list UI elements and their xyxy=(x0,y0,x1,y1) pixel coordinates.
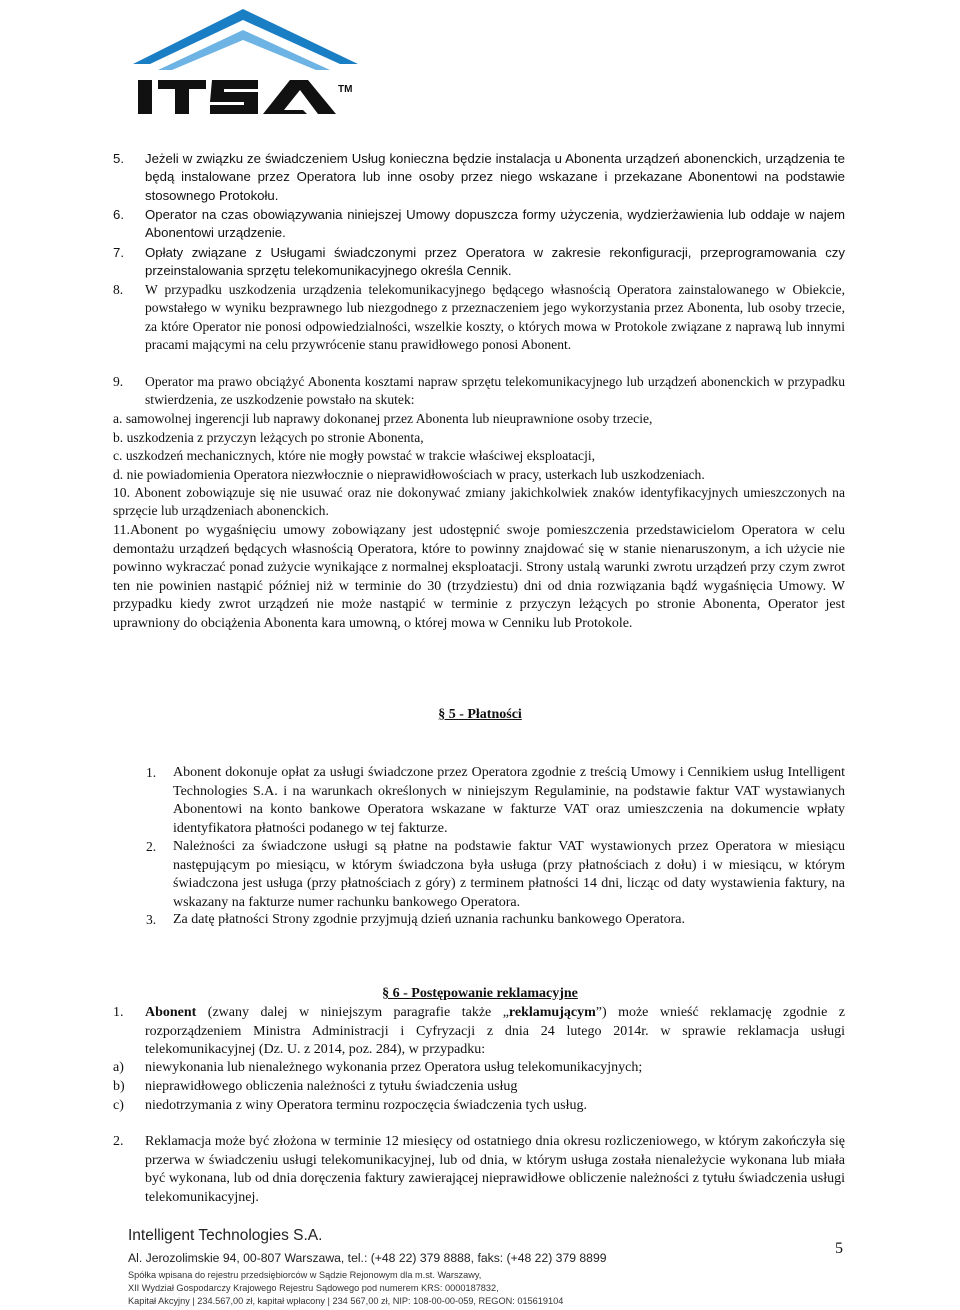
payment-item-2: Należności za świadczone usługi są płatne na podstawie faktur VAT wystawionych przez Operatora w miesiącu następującym po miesiącu, w którym świadczona była usługa (przy płatnościach z dołu) i w miesiącu, w którym świadczona jest usługa (przy płatnościach z góry) z terminem płatności 14 dni, licząc od daty wystawienia faktury, na wskazany na fakturze numer rachunku bankowego Operatora. xyxy=(173,839,845,910)
sub-label: a) xyxy=(113,1060,124,1075)
payment-item-3: Za datę płatności Strony zgodnie przyjmują dzień uznania rachunku bankowego Operatora. xyxy=(173,912,685,927)
paragraph-9c: c. uszkodzeń mechanicznych, które nie mogły powstać w trakcie właściwej eksploatacji, xyxy=(113,448,596,463)
section-5-heading: § 5 - Płatności xyxy=(438,707,522,722)
item-number: 3. xyxy=(146,912,157,927)
item-number: 8. xyxy=(113,282,124,297)
paragraph-11: 11.Abonent po wygaśnięciu umowy zobowiązany jest udostępnić swoje pomieszczenia przedstawicielom Operatora w celu demontażu urządzeń będących własnością Operatora, które to powinny znajdować się w stanie nienaruszonym, a ich użycie nie powinno wykraczać ponad zużycie wynikające z normalnej eksploatacji. Strony ustalą warunki zwrotu urządzeń przy czym zwrot ten nie powinien nastąpić później niż w terminie do 30 (trzydziestu) dni od dnia rozwiązania bądź wygaśnięcia Umowy. W przypadku kiedy zwrot urządzeń nie może nastąpić w terminie z przyczyn leżących po stronie Abonenta, Operator jest uprawniony do obciążenia Abonenta kara umowną, o której mowa w Cenniku lub Protokole. xyxy=(113,523,845,631)
bold-term: reklamującym xyxy=(508,1005,596,1020)
complaint-case-b: nieprawidłowego obliczenia należności z tytułu świadczenia usług xyxy=(145,1079,518,1094)
paragraph-9b: b. uszkodzenia z przyczyn leżących po stronie Abonenta, xyxy=(113,430,424,445)
item-number: 7. xyxy=(113,245,124,260)
paragraph-9d: d. nie powiadomienia Operatora niezwłocznie o nieprawidłowościach w pracy, usterkach lub uszkodzeniach. xyxy=(113,467,705,482)
paragraph-9a: a. samowolnej ingerencji lub naprawy dokonanej przez Abonenta lub nieuprawnione osoby trzecie, xyxy=(113,411,653,426)
section-6-heading: § 6 - Postępowanie reklamacyjne xyxy=(382,986,578,1001)
footer-company-name: Intelligent Technologies S.A. xyxy=(128,1227,323,1244)
item-number: 1. xyxy=(146,765,157,780)
item-number: 5. xyxy=(113,151,124,166)
item-number: 6. xyxy=(113,207,124,222)
footer-registry-2: XII Wydział Gospodarczy Krajowego Rejestru Sądowego pod numerem KRS: 0000187832, xyxy=(128,1283,499,1293)
paragraph-6: Operator na czas obowiązywania niniejszej Umowy dopuszcza formy użyczenia, wydzierżawienia lub oddaje w najem Abonentowi urządzenie. xyxy=(145,207,845,241)
text-run: ”) może wnieść reklamację zgodnie z rozporządzeniem Ministra Administracji i Cyfryzacji z dnia 24 lutego 2014r. w sprawie reklamacja usługi telekomunikacyjnej (Dz. U. z 2014, poz. 284), w przypadku: xyxy=(145,1005,845,1058)
payment-item-1: Abonent dokonuje opłat za usługi świadczone przez Operatora zgodnie z treścią Umowy i Cennikiem usług Intelligent Technologies S.A. i na warunkach określonych w niniejszym Regulaminie, na podstawie faktur VAT wystawianych Abonentowi na konto bankowe Operatora wskazane w fakturze VAT oraz umieszczenia na dokumencie wpłaty identyfikatora płatności podanego w tej fakturze. xyxy=(173,765,845,836)
paragraph-9: Operator ma prawo obciążyć Abonenta kosztami napraw sprzętu telekomunikacyjnego lub urządzeń abonenckich w przypadku stwierdzenia, ze uszkodzenie powstało na skutek: xyxy=(145,374,845,408)
paragraph-7: Opłaty związane z Usługami świadczonymi przez Operatora w zakresie rekonfiguracji, przeprogramowania czy przeinstalowania sprzętu telekomunikacyjnego określa Cennik. xyxy=(145,245,845,279)
complaint-case-c: niedotrzymania z winy Operatora terminu rozpoczęcia świadczenia tych usług. xyxy=(145,1098,587,1113)
item-number: 1. xyxy=(113,1005,124,1020)
sub-label: b) xyxy=(113,1079,125,1094)
sub-label: c) xyxy=(113,1098,124,1113)
item-number: 2. xyxy=(146,839,157,854)
text-run: (zwany dalej w niniejszym paragrafie także „ xyxy=(196,1005,509,1020)
paragraph-5: Jeżeli w związku ze świadczeniem Usług konieczna będzie instalacja u Abonenta urządzeń abonenckich, urządzenia te będą instalowane przez Operatora lub inne osoby przez niego wskazane i przekazane Abonentowi na podstawie stosownego Protokołu. xyxy=(145,151,845,203)
complaint-case-a: niewykonania lub nienależnego wykonania przez Operatora usług telekomunikacyjnych; xyxy=(145,1060,643,1075)
item-number: 2. xyxy=(113,1134,124,1149)
logo-tm: TM xyxy=(338,84,353,95)
paragraph-10: 10. Abonent zobowiązuje się nie usuwać oraz nie dokonywać zmiany jakichkolwiek znaków identyfikacyjnych umieszczonych na sprzęcie lub urządzeniach abonenckich. xyxy=(113,485,845,519)
complaint-item-2: Reklamacja może być złożona w terminie 12 miesięcy od ostatniego dnia okresu rozliczeniowego, w którym zakończyła się przerwa w świadczeniu usługi telekomunikacyjnej, lub od dnia, w którym usługa została nienależycie wykonana lub miała być wykonana, lub od dnia doręczenia faktury zawierającej nieprawidłowe obliczenie należności z tytułu świadczenia usługi telekomunikacyjnej. xyxy=(145,1134,845,1205)
footer-registry-1: Spółka wpisana do rejestru przedsiębiorców w Sądzie Rejonowym dla m.st. Warszawy, xyxy=(128,1270,482,1280)
bold-term: Abonent xyxy=(145,1005,197,1020)
page-number: 5 xyxy=(835,1240,843,1257)
footer-address: Al. Jerozolimskie 94, 00-807 Warszawa, tel.: (+48 22) 379 8888, faks: (+48 22) 379 8899 xyxy=(128,1251,607,1265)
footer-capital: Kapitał Akcyjny | 234.567,00 zł, kapitał wpłacony | 234 567,00 zł, NIP: 108-00-00-059, REGON: 015619104 xyxy=(128,1296,564,1306)
complaint-item-1 xyxy=(145,1004,845,1060)
item-number: 9. xyxy=(113,374,124,389)
paragraph-8: W przypadku uszkodzenia urządzenia telekomunikacyjnego będącego własnością Operatora zainstalowanego w Obiekcie, powstałego w wyniku bezprawnego lub niezgodnego z przeznaczeniem jego wykorzystania przez Abonenta, lub osoby trzecie, za które Operator nie ponosi odpowiedzialności, wszelkie koszty, o których mowa w Protokole związane z naprawą lub innymi pracami mającymi na celu przywrócenie stanu prawidłowego ponosi Abonent. xyxy=(145,282,845,352)
